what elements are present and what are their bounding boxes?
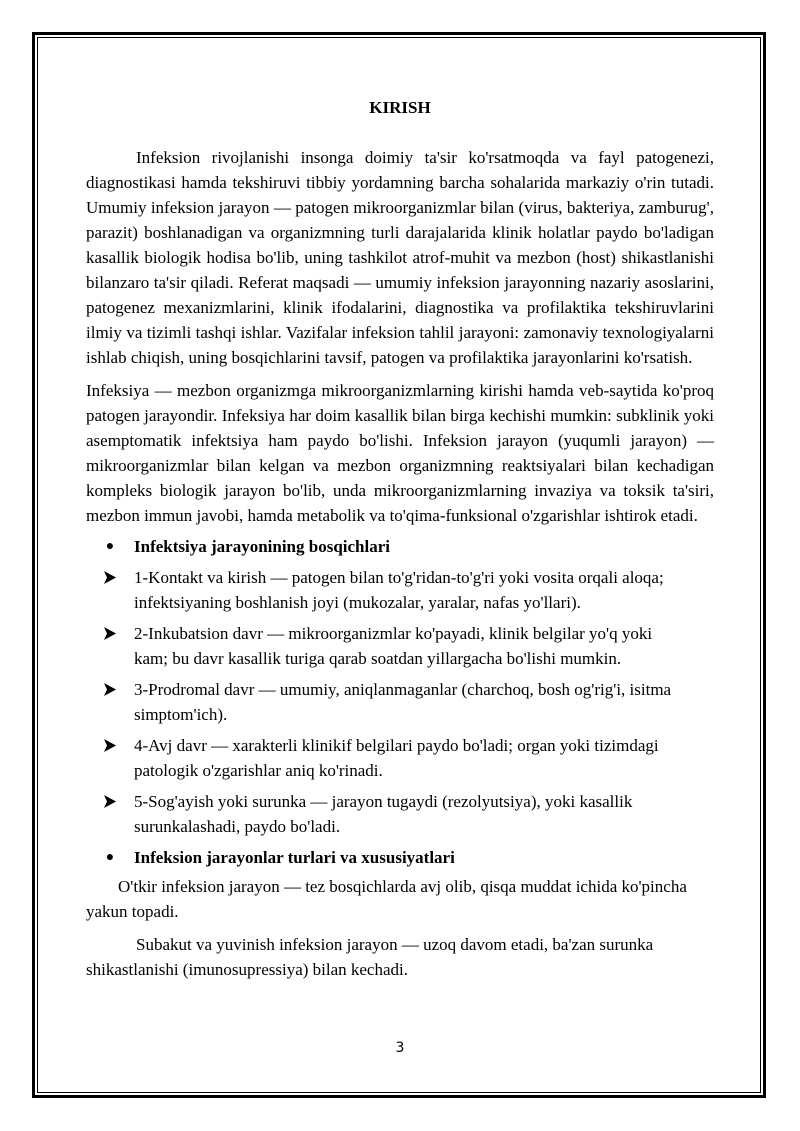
arrow-bullet-icon: [86, 677, 134, 696]
page-number: 3: [395, 1040, 405, 1056]
section-heading-stages: [86, 534, 714, 559]
section-heading-text: Infektsiya jarayonining bosqichlari: [134, 537, 390, 556]
list-item: [86, 621, 714, 671]
list-item-text: 2-Inkubatsion davr — mikroorganizmlar ko'payadi, klinik belgilar yo'q yoki kam; bu davr kasallik turiga qarab soatdan yillargacha bo'lishi mumkin.: [134, 624, 653, 668]
bullet-icon: ●: [105, 539, 115, 554]
arrow-bullet-icon: [86, 733, 134, 752]
arrow-bullet-icon: [86, 565, 134, 584]
intro-paragraph: Infeksion rivojlanishi insonga doimiy ta'sir ko'rsatmoqda va fayl patogenezi, diagnostikasi hamda tekshiruvi tibbiy yordamning barcha sohalarida markaziy o'rin tutadi. Umumiy infeksion jarayon — patogen mikroorganizmlar bilan (virus, bakteriya, zamburug', parazit) boshlanadigan va organizmning turli darajalarida klinik holatlar paydo bo'ladigan kasallik biologik hodisa bo'lib, uning tashkilot atrof-muhit va mezbon (host) shikastlanishi bilanzaro ta'sir qiladi. Referat maqsadi — umumiy infeksion jarayonning nazariy asoslarini, patogenez mexanizmlarini, klinik ifodalarini, diagnostika va profilaktika tekshiruvlarini ilmiy va tizimli tashqi ishlar. Vazifalar infeksion tahlil jarayoni: zamonaviy texnologiyalarni ishlab chiqish, uning bosqichlarini tavsif, patogen va profilaktika jarayonlarini ko'rsatish.: [86, 148, 714, 367]
list-item-text: 5-Sog'ayish yoki surunka — jarayon tugaydi (rezolyutsiya), yoki kasallik surunkalashadi, paydo bo'ladi.: [134, 792, 633, 836]
list-item: [86, 677, 714, 727]
list-item: [86, 789, 714, 839]
list-item-text: 3-Prodromal davr — umumiy, aniqlanmaganlar (charchoq, bosh og'rig'i, isitma simptom'ich).: [134, 680, 672, 724]
document-title: KIRISH: [369, 98, 431, 117]
section-heading-types: [86, 845, 714, 870]
acute-process-paragraph: O'tkir infeksion jarayon — tez bosqichlarda avj olib, qisqa muddat ichida ko'pincha yakun topadi.: [86, 877, 687, 921]
infection-definition-paragraph: Infeksiya — mezbon organizmga mikroorganizmlarning kirishi hamda veb-saytida ko'proq patogen jarayondir. Infeksiya har doim kasallik bilan birga kechishi mumkin: subklinik yoki asemptomatik infektsiya ham paydo bo'lishi. Infeksion jarayon (yuqumli jarayon) — mikroorganizmlar bilan kelgan va mezbon organizmning reaktsiyalari bilan kechadigan kompleks biologik jarayon bo'lib, unda mikroorganizmlarning invaziya va toksik ta'siri, mezbon immun javobi, hamda metabolik va to'qima-funksional o'zgarishlar ishtirok etadi.: [86, 381, 714, 525]
section-heading-text: Infeksion jarayonlar turlari va xususiyatlari: [134, 848, 455, 867]
arrow-bullet-icon: [86, 789, 134, 808]
bullet-icon: ●: [105, 850, 115, 865]
document-body: [86, 95, 714, 982]
list-item: [86, 565, 714, 615]
list-item: [86, 733, 714, 783]
list-item-text: 4-Avj davr — xarakterli klinikif belgilari paydo bo'ladi; organ yoki tizimdagi patologik o'zgarishlar aniq ko'rinadi.: [134, 736, 659, 780]
arrow-bullet-icon: [86, 621, 134, 640]
subacute-process-paragraph: Subakut va yuvinish infeksion jarayon — uzoq davom etadi, ba'zan surunka shikastlanishi (imunosupressiya) bilan kechadi.: [86, 935, 654, 979]
list-item-text: 1-Kontakt va kirish — patogen bilan to'g'ridan-to'g'ri yoki vosita orqali aloqa; infektsiyaning boshlanish joyi (mukozalar, yaralar, nafas yo'llari).: [134, 568, 664, 612]
